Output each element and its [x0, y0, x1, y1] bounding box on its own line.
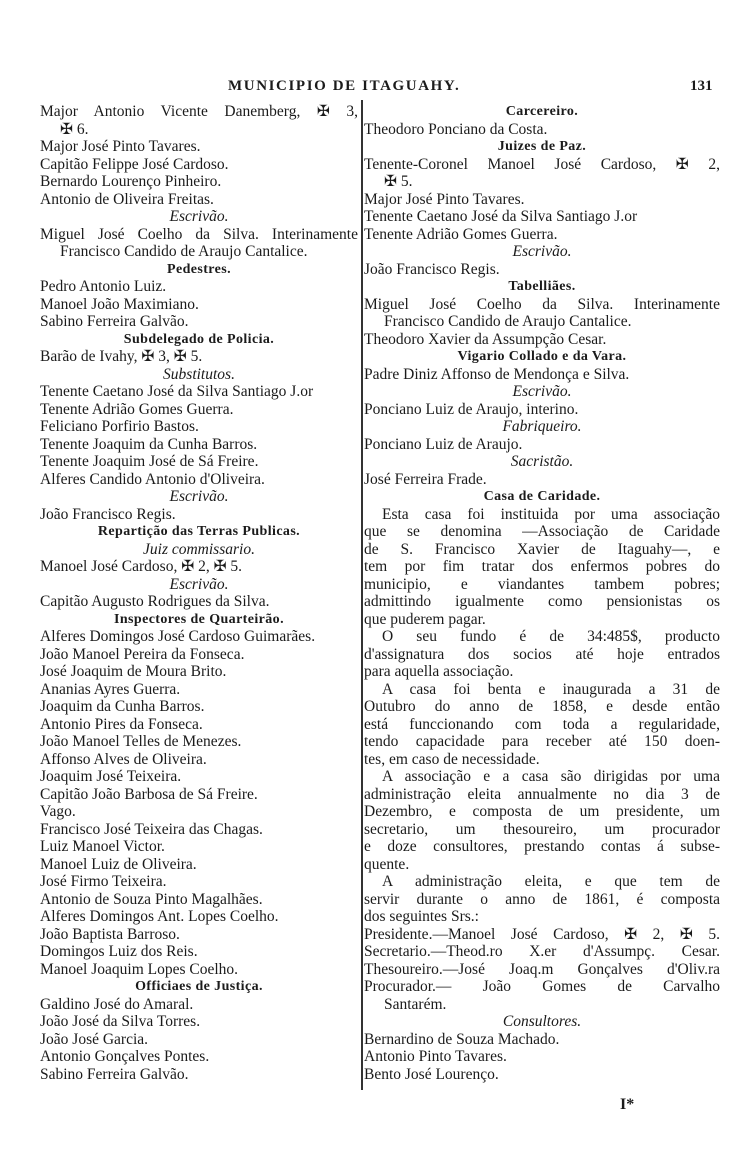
- text-line: Feliciano Porfirio Bastos.: [40, 418, 199, 435]
- page-number: 131: [690, 78, 713, 94]
- continuation-line: ✠ 6.: [60, 120, 89, 138]
- paragraph-first-line: A associação e a casa são dirigidas por uma: [382, 768, 720, 785]
- text-line: Ananias Ayres Guerra.: [40, 680, 181, 698]
- text-line: João Baptista Barroso.: [40, 925, 180, 943]
- text-line: Antonio de Souza Pinto Magalhães.: [40, 890, 263, 908]
- paragraph-line: Procurador.— João Gomes de Carvalho: [364, 978, 720, 995]
- paragraph-line: Thesoureiro.—José Joaq.m Gonçalves d'Oliv.ra: [364, 960, 720, 978]
- subsection-heading: Escrivão.: [512, 383, 572, 400]
- text-line: Theodoro Ponciano da Costa.: [364, 120, 548, 138]
- text-line: José Joaquim de Moura Brito.: [40, 663, 227, 680]
- text-line: Ponciano Luiz de Araujo.: [364, 435, 523, 453]
- subsection-heading: Juiz commissario.: [143, 540, 255, 558]
- subsection-heading: Sacristão.: [510, 453, 574, 470]
- section-heading: Repartição das Terras Publicas.: [97, 524, 301, 539]
- section-heading: Carcereiro.: [505, 104, 579, 119]
- text-line: dos seguintes Srs.:: [364, 908, 479, 925]
- paragraph-line: admittindo igualmente como pensionistas os: [364, 593, 720, 610]
- text-line: Antonio Pires da Fonseca.: [40, 715, 203, 733]
- text-line: João José Garcia.: [40, 1030, 149, 1048]
- text-line: Major José Pinto Tavares.: [40, 138, 201, 155]
- section-heading: Casa de Caridade.: [483, 489, 601, 504]
- continuation-line: Francisco Candido de Araujo Cantalice.: [384, 313, 632, 330]
- text-line: Affonso Alves de Oliveira.: [40, 750, 207, 768]
- text-line: Tenente Adrião Gomes Guerra.: [40, 400, 234, 418]
- paragraph-line: servir durante o anno de 1861, é composta: [364, 890, 720, 908]
- paragraph-line: tendo capacidade para receber até 150 doen-: [364, 733, 720, 750]
- text-line: Pedro Antonio Luiz.: [40, 278, 167, 295]
- section-heading: Subdelegado de Policia.: [123, 331, 275, 347]
- text-line: Padre Diniz Affonso de Mendonça e Silva.: [364, 365, 630, 383]
- text-line: João Manoel Telles de Menezes.: [40, 733, 242, 750]
- paragraph-first-line: A administração eleita, e que tem de: [382, 873, 720, 890]
- paragraph-line: está funccionando com toda a regularidade,: [364, 715, 720, 733]
- text-line: João Francisco Regis.: [364, 260, 500, 278]
- text-line: Tenente Caetano José da Silva Santiago J.or: [364, 208, 638, 225]
- text-line: tes, em caso de necessidade.: [364, 750, 540, 768]
- text-line: José Firmo Teixeira.: [40, 873, 167, 890]
- text-line: para aquella associação.: [364, 663, 514, 680]
- section-heading: Vigario Collado e da Vara.: [457, 349, 627, 364]
- text-line: Bernardino de Souza Machado.: [364, 1030, 560, 1048]
- text-line: Sabino Ferreira Galvão.: [40, 313, 189, 330]
- paragraph-line: Miguel José Coelho da Silva. Interinamente: [364, 295, 720, 313]
- paragraph-line: Major Antonio Vicente Danemberg, ✠ 3,: [40, 103, 358, 120]
- paragraph-line: Miguel José Coelho da Silva. Interinamente: [40, 225, 358, 243]
- paragraph-line: d'assignatura dos socios até hoje entrados: [364, 645, 720, 663]
- subsection-heading: Escrivão.: [512, 243, 572, 260]
- text-line: Manoel Joaquim Lopes Coelho.: [40, 960, 239, 978]
- paragraph-line: Dezembro, e composta de um presidente, um: [364, 803, 720, 820]
- paragraph-line: secretario, um thesoureiro, um procurador: [364, 820, 720, 838]
- text-line: Tenente Joaquim José de Sá Freire.: [40, 453, 259, 470]
- column-divider: [361, 100, 363, 1090]
- text-line: Capitão Felippe José Cardoso.: [40, 155, 229, 173]
- text-line: Sabino Ferreira Galvão.: [40, 1065, 189, 1083]
- text-line: quente.: [364, 855, 410, 873]
- section-heading: Officiaes de Justiça.: [135, 979, 263, 994]
- paragraph-line: Tenente-Coronel Manoel José Cardoso, ✠ 2,: [364, 155, 720, 173]
- page-title: MUNICIPIO DE ITAGUAHY.: [228, 78, 461, 94]
- text-line: Alferes Domingos Ant. Lopes Coelho.: [40, 908, 279, 925]
- paragraph-line: tem por fim tratar dos enfermos pobres do: [364, 558, 720, 575]
- text-line: Domingos Luiz dos Reis.: [40, 943, 198, 960]
- subsection-heading: Escrivão.: [169, 488, 229, 505]
- text-line: Theodoro Xavier da Assumpção Cesar.: [364, 330, 607, 348]
- text-line: João José da Silva Torres.: [40, 1013, 201, 1030]
- text-line: Barão de Ivahy, ✠ 3, ✠ 5.: [40, 348, 203, 365]
- text-line: Tenente Caetano José da Silva Santiago J.or: [40, 383, 314, 400]
- text-line: Antonio de Oliveira Freitas.: [40, 190, 214, 208]
- subsection-heading: Consultores.: [502, 1013, 582, 1030]
- paragraph-line: Presidente.—Manoel José Cardoso, ✠ 2, ✠ 5.: [364, 925, 720, 943]
- section-heading: Juizes de Paz.: [497, 139, 587, 154]
- text-line: Luiz Manoel Victor.: [40, 838, 165, 855]
- text-line: Manoel José Cardoso, ✠ 2, ✠ 5.: [40, 558, 243, 575]
- paragraph-line: Outubro do anno de 1858, e desde então: [364, 698, 720, 715]
- section-heading: Pedestres.: [167, 261, 231, 277]
- text-line: Bento José Lourenço.: [364, 1065, 499, 1083]
- paragraph-first-line: Esta casa foi instituida por uma associação: [382, 505, 720, 523]
- paragraph-line: e doze consultores, prestando contas á subse-: [364, 838, 720, 855]
- text-line: Galdino José do Amaral.: [40, 995, 194, 1013]
- paragraph-line: Secretario.—Theod.ro X.er d'Assumpç. Cesar.: [364, 943, 720, 960]
- text-line: João Manoel Pereira da Fonseca.: [40, 645, 245, 663]
- paragraph-first-line: A casa foi benta e inaugurada a 31 de: [382, 680, 720, 698]
- paragraph-line: administração eleita annualmente no dia 3 de: [364, 785, 720, 803]
- signature-mark: I*: [620, 1096, 635, 1113]
- section-heading: Inspectores de Quarteirão.: [114, 611, 284, 627]
- text-line: Joaquim da Cunha Barros.: [40, 698, 205, 715]
- text-line: Major José Pinto Tavares.: [364, 190, 525, 208]
- text-line: Bernardo Lourenço Pinheiro.: [40, 173, 222, 190]
- continuation-line: Santarém.: [384, 995, 447, 1013]
- text-line: Antonio Gonçalves Pontes.: [40, 1048, 210, 1065]
- text-line: Tenente Joaquim da Cunha Barros.: [40, 435, 258, 453]
- paragraph-line: de S. Francisco Xavier de Itaguahy—, e: [364, 540, 720, 558]
- text-line: Tenente Adrião Gomes Guerra.: [364, 225, 558, 243]
- subsection-heading: Fabriqueiro.: [502, 418, 582, 435]
- text-line: Alferes Domingos José Cardoso Guimarães.: [40, 628, 316, 645]
- left-column: [40, 103, 358, 1083]
- text-line: José Ferreira Frade.: [364, 470, 487, 488]
- text-line: Ponciano Luiz de Araujo, interino.: [364, 400, 579, 418]
- paragraph-first-line: O seu fundo é de 34:485$, producto: [382, 628, 720, 645]
- subsection-heading: Substitutos.: [163, 365, 235, 383]
- text-line: Vago.: [40, 803, 76, 820]
- text-line: Joaquim José Teixeira.: [40, 768, 182, 785]
- text-line: João Francisco Regis.: [40, 505, 176, 523]
- subsection-heading: Escrivão.: [169, 575, 229, 593]
- continuation-line: ✠ 5.: [384, 173, 413, 190]
- continuation-line: Francisco Candido de Araujo Cantalice.: [60, 243, 308, 260]
- section-heading: Tabelliães.: [508, 279, 576, 294]
- text-line: que puderem pagar.: [364, 610, 486, 628]
- subsection-heading: Escrivão.: [169, 208, 229, 225]
- paragraph-line: municipio, e viandantes tambem pobres;: [364, 575, 720, 593]
- text-line: Manoel Luiz de Oliveira.: [40, 855, 197, 873]
- text-line: Antonio Pinto Tavares.: [364, 1048, 507, 1065]
- right-column: [364, 103, 720, 1083]
- text-line: Francisco José Teixeira das Chagas.: [40, 820, 263, 838]
- text-line: Capitão Augusto Rodrigues da Silva.: [40, 593, 270, 610]
- paragraph-line: que se denomina —Associação de Caridade: [364, 523, 720, 540]
- text-line: Capitão João Barbosa de Sá Freire.: [40, 785, 258, 803]
- running-head: [0, 78, 747, 98]
- text-line: Alferes Candido Antonio d'Oliveira.: [40, 470, 265, 488]
- text-line: Manoel João Maximiano.: [40, 295, 199, 313]
